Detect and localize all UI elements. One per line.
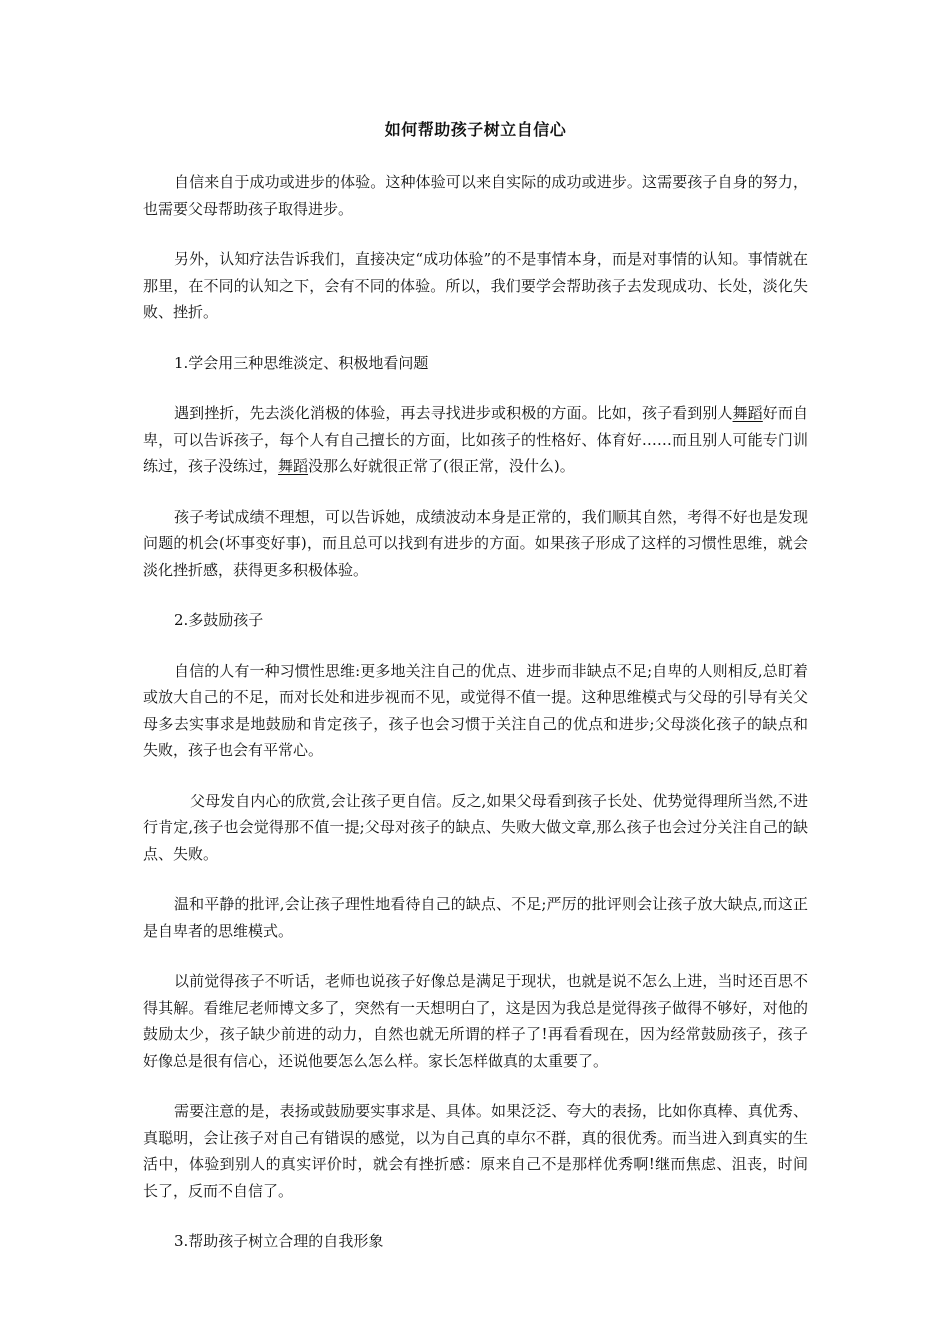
- paragraph-7: 温和平静的批评,会让孩子理性地看待自己的缺点、不足;严厉的批评则会让孩子放大缺点,而这正是自卑者的思维模式。: [143, 895, 808, 940]
- section-heading-3: 3.帮助孩子树立合理的自我形象: [174, 1232, 384, 1250]
- paragraph-2: 另外，认知疗法告诉我们，直接决定“成功体验”的不是事情本身，而是对事情的认知。事情就在那里，在不同的认知之下，会有不同的体验。所以，我们要学会帮助孩子去发现成功、长处，淡化失败、挫折。: [143, 250, 808, 321]
- paragraph-4: 孩子考试成绩不理想，可以告诉她，成绩波动本身是正常的，我们顺其自然，考得不好也是发现问题的机会(坏事变好事)，而且总可以找到有进步的方面。如果孩子形成了这样的习惯性思维，就会淡化挫折感，获得更多积极体验。: [143, 507, 808, 579]
- paragraph-9: 需要注意的是，表扬或鼓励要实事求是、具体。如果泛泛、夸大的表扬，比如你真棒、真优秀、真聪明，会让孩子对自己有错误的感觉，以为自己真的卓尔不群，真的很优秀。而当进入到真实的生活中，体验到别人的真实评价时，就会有挫折感：原来自己不是那样优秀啊!继而焦虑、沮丧，时间长了，反而不自信了。: [143, 1102, 808, 1200]
- paragraph-1: 自信来自于成功或进步的体验。这种体验可以来自实际的成功或进步。这需要孩子自身的努力，也需要父母帮助孩子取得进步。: [143, 173, 808, 218]
- document-page: [143, 118, 808, 1279]
- section-heading-1: 1.学会用三种思维淡定、积极地看问题: [174, 353, 429, 372]
- paragraph-6: 父母发自内心的欣赏,会让孩子更自信。反之,如果父母看到孩子长处、优势觉得理所当然,不进行肯定,孩子也会觉得那不值一提;父母对孩子的缺点、失败大做文章,那么孩子也会过分关注自己的缺点、失败。: [143, 791, 808, 863]
- paragraph-8: 以前觉得孩子不听话，老师也说孩子好像总是满足于现状，也就是说不怎么上进，当时还百思不得其解。看维尼老师博文多了，突然有一天想明白了，这是因为我总是觉得孩子做得不够好，对他的鼓励太少，孩子缺少前进的动力，自然也就无所谓的样子了!再看看现在，因为经常鼓励孩子，孩子好像总是很有信心，还说他要怎么怎么样。家长怎样做真的太重要了。: [143, 972, 808, 1070]
- section-heading-2: 2.多鼓励孩子: [174, 611, 264, 629]
- document-title: 如何帮助孩子树立自信心: [384, 120, 567, 139]
- dance-link-2[interactable]: 舞蹈: [278, 457, 309, 475]
- paragraph-3: [143, 400, 808, 480]
- paragraph-5: 自信的人有一种习惯性思维:更多地关注自己的优点、进步而非缺点不足;自卑的人则相反,总盯着或放大自己的不足，而对长处和进步视而不见，或觉得不值一提。这种思维模式与父母的引导有关父母多去实事求是地鼓励和肯定孩子，孩子也会习惯于关注自己的优点和进步;父母淡化孩子的缺点和失败，孩子也会有平常心。: [143, 661, 808, 759]
- dance-link-1[interactable]: 舞蹈: [732, 404, 763, 422]
- paragraph-3-text-a: 遇到挫折，先去淡化消极的体验，再去寻找进步或积极的方面。比如，孩子看到别人: [174, 404, 733, 422]
- paragraph-3-text-b: 好而自卑，可以告诉孩子，每个人有自己擅长的方面，比如孩子的性格好、体育好……而且别人可能专门训练过，孩子没练过，: [143, 404, 808, 475]
- paragraph-3-text-c: 没那么好就很正常了(很正常，没什么)。: [308, 457, 575, 475]
